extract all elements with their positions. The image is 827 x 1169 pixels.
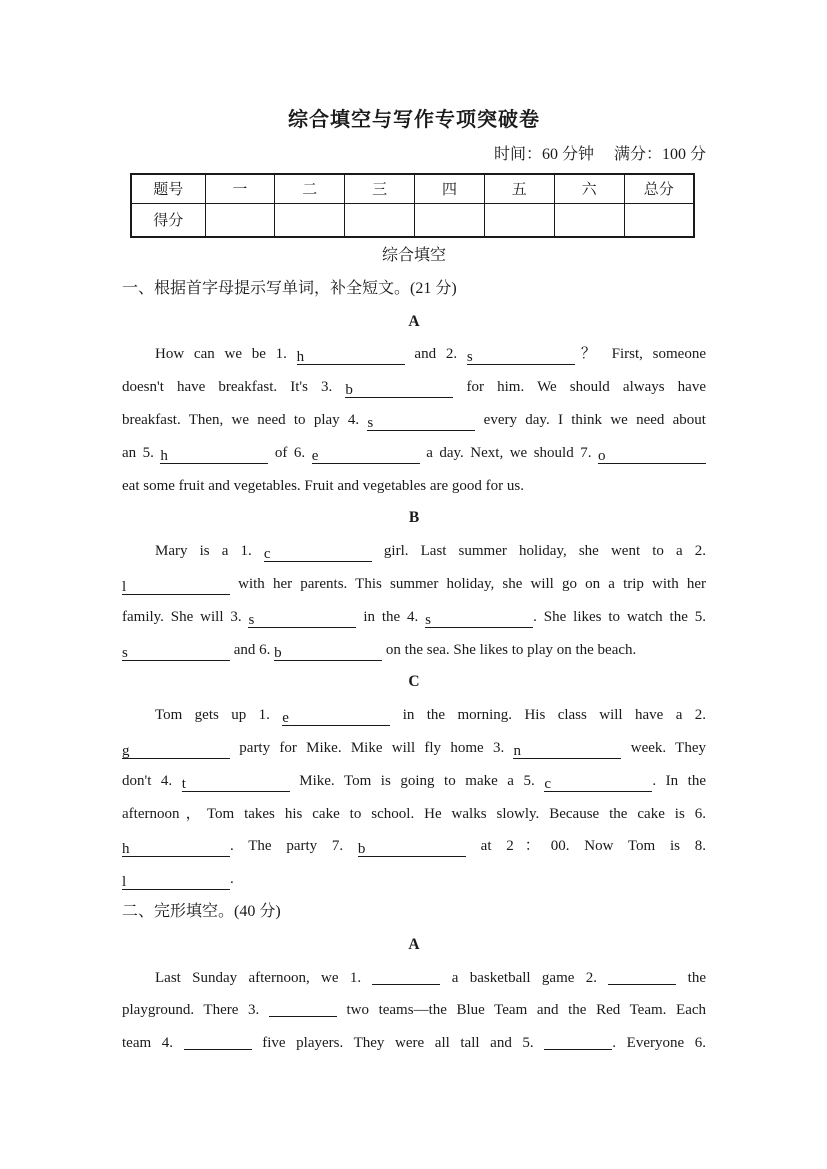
text-run: team 4. [122, 1035, 184, 1052]
fill-blank: c [264, 546, 372, 562]
passage-text-line [122, 798, 706, 831]
text-run: eat some fruit and vegetables. Fruit and vegetables are good for us. [122, 477, 524, 494]
passage-text-line [122, 535, 706, 568]
text-run: of 6. [268, 444, 312, 461]
score-table-header-cell: 六 [554, 174, 624, 203]
fill-blank: s [425, 612, 533, 628]
score-table-header-cell: 一 [205, 174, 275, 203]
score-cell-empty [415, 203, 485, 237]
score-table-header-cell: 四 [415, 174, 485, 203]
fill-blank: e [282, 710, 390, 726]
passage-text-line [122, 994, 706, 1027]
fill-blank: h [122, 841, 230, 857]
text-run: girl. Last summer holiday, she went to a 2. [371, 543, 706, 560]
fill-blank: t [182, 776, 290, 792]
part2-instruction: 二、完形填空。(40 分) [122, 902, 281, 920]
part1-heading: 综合填空 [381, 247, 446, 264]
fill-blank: e [312, 448, 420, 464]
text-run: family. She will 3. [122, 608, 249, 625]
text-run: on the sea. She likes to play on the beach. [382, 641, 637, 658]
text-run: don't 4. [122, 772, 182, 789]
text-run: every day. I think we need about [475, 411, 706, 428]
score-table [130, 173, 695, 238]
score-cell-empty [275, 203, 345, 237]
text-run: How can we be 1. [155, 346, 297, 363]
part2-passages [122, 929, 706, 1060]
text-run: . Everyone 6. [612, 1035, 706, 1052]
text-run: a basketball game 2. [440, 969, 609, 986]
text-run: for him. We should always have [453, 379, 706, 396]
passage-label: C [408, 673, 420, 691]
passage-text-line [122, 634, 706, 667]
text-run: doesn't have breakfast. It's 3. [122, 379, 346, 396]
passage-label: A [408, 312, 420, 330]
text-run: Mary is a 1. [155, 543, 264, 560]
text-run: two teams—the Blue Team and the Red Team. Each [336, 1002, 707, 1019]
fill-blank [372, 969, 440, 985]
fill-blank: s [248, 612, 356, 628]
score-row-label-cell: 得分 [131, 203, 205, 237]
fill-blank [544, 1034, 612, 1050]
passage-text-line [122, 830, 706, 863]
exam-time-score-info: 时间：60 分钟 满分：100 分 [493, 146, 706, 163]
part1-passages [122, 306, 706, 896]
fill-blank: l [122, 579, 230, 595]
text-run: in the 4. [356, 608, 426, 625]
score-table-header-row [131, 174, 694, 203]
text-run: party for Mike. Mike will fly home 3. [230, 739, 514, 756]
passage-text-line [122, 404, 706, 437]
exam-content [122, 0, 706, 1060]
fill-blank [184, 1034, 252, 1050]
passage-text-line [122, 371, 706, 404]
passage-text-line [122, 863, 706, 896]
text-run: an 5. [122, 444, 161, 461]
fill-blank: s [467, 349, 575, 365]
score-cell-empty [554, 203, 624, 237]
text-run: the [676, 969, 706, 986]
passage-text-line [122, 470, 706, 503]
text-run: . The party 7. [230, 838, 358, 855]
passage-text-line [122, 601, 706, 634]
score-cell-empty [345, 203, 415, 237]
text-run: a day. Next, we should 7. [419, 444, 598, 461]
passage-text-line [122, 732, 706, 765]
score-cell-empty [624, 203, 694, 237]
score-table-header-cell: 题号 [131, 174, 205, 203]
text-run: playground. There 3. [122, 1002, 269, 1019]
exam-body [122, 240, 706, 1060]
fill-blank: o [598, 448, 706, 464]
passage-text-line [122, 1027, 706, 1060]
passage-text-line [122, 437, 706, 470]
score-table-header-cell: 总分 [624, 174, 694, 203]
passage-text-line [122, 765, 706, 798]
passage-label: B [408, 509, 420, 527]
passage-text-line [122, 962, 706, 995]
score-table-header-cell: 二 [275, 174, 345, 203]
score-table-header-cell: 五 [484, 174, 554, 203]
score-table-score-row [131, 203, 694, 237]
text-run: and 6. [230, 641, 275, 658]
score-cell-empty [484, 203, 554, 237]
text-run: ？ First, someone [574, 346, 706, 363]
passage-text-line [122, 338, 706, 371]
text-run: in the morning. His class will have a 2. [390, 707, 706, 724]
text-run: with her parents. This summer holiday, she will go on a trip with her [230, 575, 706, 592]
fill-blank: h [297, 349, 405, 365]
text-run: . In the [652, 772, 706, 789]
text-run: afternoon，Tom takes his cake to school. He walks slowly. Because the cake is 6. [122, 805, 706, 822]
score-cell-empty [205, 203, 275, 237]
fill-blank: b [274, 645, 382, 661]
fill-blank: l [122, 874, 230, 890]
fill-blank [608, 969, 676, 985]
fill-blank: b [345, 382, 453, 398]
fill-blank: b [358, 841, 466, 857]
passage-text-line [122, 568, 706, 601]
fill-blank: g [122, 743, 230, 759]
text-run: week. They [621, 739, 706, 756]
fill-blank: h [160, 448, 268, 464]
text-run: five players. They were all tall and 5. [251, 1035, 545, 1052]
fill-blank: s [367, 415, 475, 431]
part1-instruction: 一、根据首字母提示写单词，补全短文。(21 分) [122, 279, 457, 297]
fill-blank: s [122, 645, 230, 661]
exam-title: 综合填空与写作专项突破卷 [288, 109, 540, 131]
text-run: and 2. [404, 346, 467, 363]
score-table-header-cell: 三 [345, 174, 415, 203]
text-run: Mike. Tom is going to make a 5. [289, 772, 545, 789]
text-run: breakfast. Then, we need to play 4. [122, 411, 368, 428]
passage-label: A [408, 935, 420, 953]
fill-blank [269, 1001, 337, 1017]
text-run: . [230, 871, 234, 888]
text-run: Last Sunday afternoon, we 1. [155, 969, 373, 986]
passage-text-line [122, 699, 706, 732]
fill-blank: c [544, 776, 652, 792]
text-run: Tom gets up 1. [155, 707, 283, 724]
text-run: at 2：00. Now Tom is 8. [465, 838, 706, 855]
text-run: . She likes to watch the 5. [533, 608, 706, 625]
fill-blank: n [513, 743, 621, 759]
